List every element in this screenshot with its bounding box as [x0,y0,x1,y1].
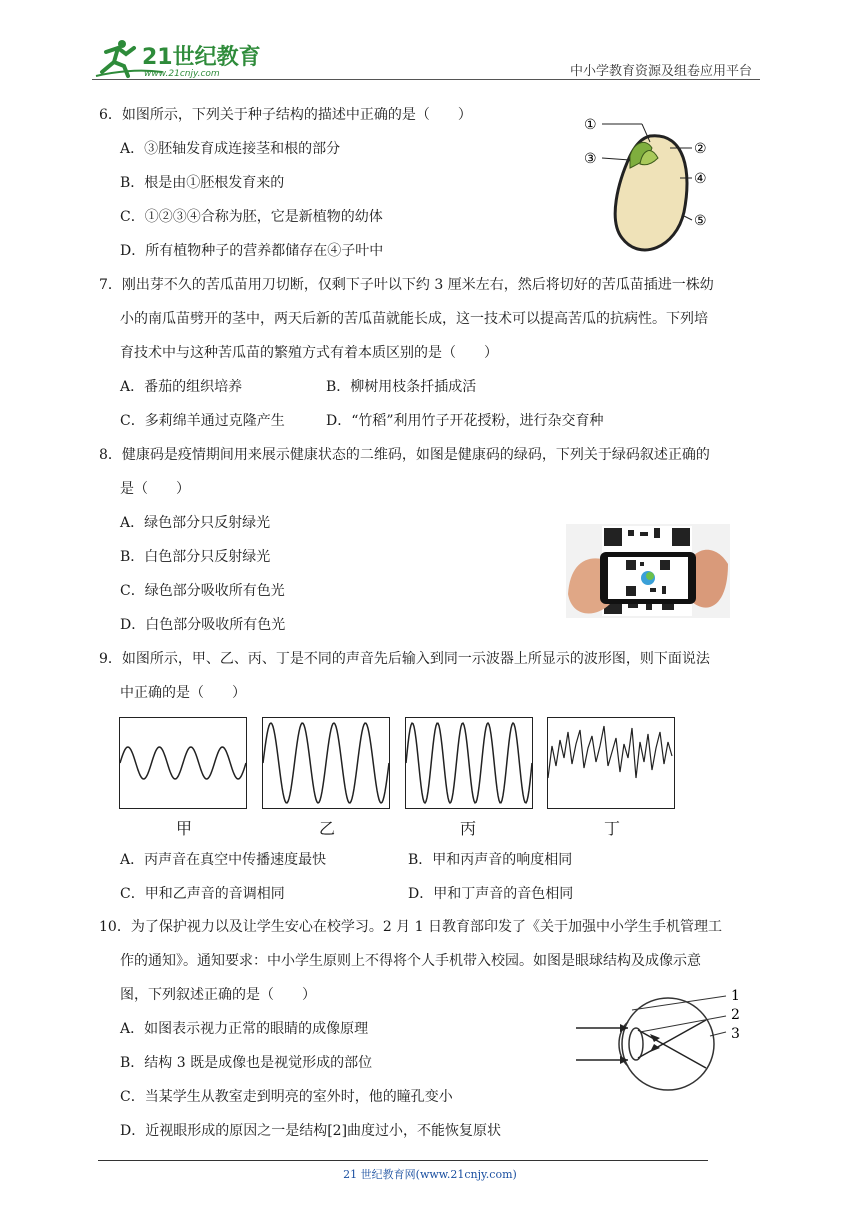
q9-stem-line2: 中正确的是（ ） [120,685,246,701]
q10-stem-line2: 作的通知》。通知要求：中小学生原则上不得将个人手机带入校园。如图是眼球结构及成像示意 [120,953,701,969]
q9-option-c: C．甲和乙声音的音调相同 [120,886,285,902]
q8-stem-line2: 是（ ） [120,481,190,497]
eye-label-2: 2 [731,1007,740,1023]
q7-option-c: C．多莉绵羊通过克隆产生 [120,413,285,429]
q7-option-b: B．柳树用枝条扦插成活 [326,379,477,395]
seed-label-1: ① [584,117,597,133]
q8-option-c: C．绿色部分吸收所有色光 [120,583,285,599]
q7-option-d: D．“竹稻”利用竹子开花授粉，进行杂交育种 [326,413,604,429]
seed-label-2: ② [694,141,707,157]
wave-label-jia: 甲 [176,819,193,838]
seed-figure [580,112,720,260]
q6-stem: 6．如图所示，下列关于种子结构的描述中正确的是（ ） [99,107,472,123]
q7-stem-line1: 7．刚出芽不久的苦瓜苗用刀切断，仅剩下子叶以下约 3 厘米左右，然后将切好的苦瓜苗插进一株幼 [99,277,714,293]
footer-text: 21 世纪教育网(www.21cnjy.com) [343,1168,517,1181]
seed-label-3: ③ [584,151,597,167]
waveform-bing [405,717,533,809]
q10-stem-line3: 图，下列叙述正确的是（ ） [120,987,316,1003]
seed-label-5: ⑤ [694,213,707,229]
q9-stem-line1: 9．如图所示，甲、乙、丙、丁是不同的声音先后输入到同一示波器上所显示的波形图，则下面说法 [99,651,710,667]
waveform-jia [119,717,247,809]
q6-option-a: A．③胚轴发育成连接茎和根的部分 [120,141,341,157]
q8-option-d: D．白色部分吸收所有色光 [120,617,286,633]
platform-name: 中小学教育资源及组卷应用平台 [569,64,752,79]
q9-option-d: D．甲和丁声音的音色相同 [408,886,574,902]
eye-label-3: 3 [731,1026,740,1042]
q9-option-b: B．甲和丙声音的响度相同 [408,852,573,868]
q9-option-a: A．丙声音在真空中传播速度最快 [120,852,327,868]
footer-divider [98,1160,708,1161]
q6-option-d: D．所有植物种子的营养都储存在④子叶中 [120,243,384,259]
q8-stem-line1: 8．健康码是疫情期间用来展示健康状态的二维码，如图是健康码的绿码，下列关于绿码叙述正确的 [99,447,710,463]
q7-stem-line3: 育技术中与这种苦瓜苗的繁殖方式有着本质区别的是（ ） [120,345,498,361]
q8-option-a: A．绿色部分只反射绿光 [120,515,271,531]
logo-text: 21世纪教育 [142,45,261,70]
q10-stem-line1: 10．为了保护视力以及让学生安心在校学习。2 月 1 日教育部印发了《关于加强中小学生手机管理工 [99,919,722,935]
q7-option-a: A．番茄的组织培养 [120,379,243,395]
wave-label-yi: 乙 [319,819,336,838]
q7-stem-line2: 小的南瓜苗劈开的茎中，两天后新的苦瓜苗就能长成，这一技术可以提高苦瓜的抗病性。下列培 [120,311,708,327]
q8-option-b: B．白色部分只反射绿光 [120,549,271,565]
q6-option-c: C．①②③④合称为胚，它是新植物的幼体 [120,209,383,225]
header-divider [92,79,760,80]
eye-label-1: 1 [731,988,740,1004]
site-logo [92,38,262,80]
health-code-photo [566,524,730,618]
seed-label-4: ④ [694,171,707,187]
q10-option-b: B．结构 3 既是成像也是视觉形成的部位 [120,1055,373,1071]
eye-diagram [576,986,746,1092]
waveform-yi [262,717,390,809]
q10-option-a: A．如图表示视力正常的眼睛的成像原理 [120,1021,369,1037]
q6-option-b: B．根是由①胚根发育来的 [120,175,285,191]
waveform-ding [547,717,675,809]
wave-label-bing: 丙 [460,819,477,838]
wave-label-ding: 丁 [604,819,621,838]
logo-url: www.21cnjy.com [144,69,220,79]
q10-option-d: D．近视眼形成的原因之一是结构[2]曲度过小，不能恢复原状 [120,1123,502,1139]
q10-option-c: C．当某学生从教室走到明亮的室外时，他的瞳孔变小 [120,1089,453,1105]
